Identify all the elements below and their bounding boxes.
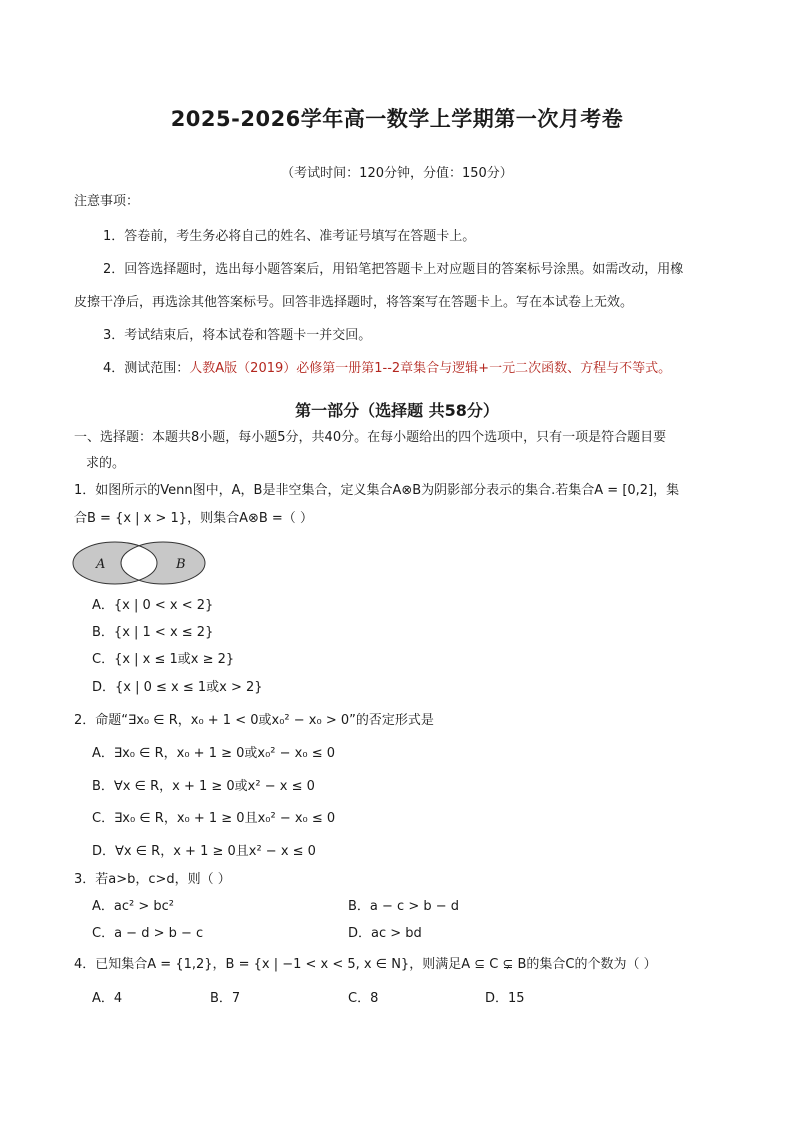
venn-diagram: [70, 539, 210, 587]
note-2-line1: 2．回答选择题时，选出每小题答案后，用铅笔把答题卡上对应题目的答案标号涂黑。如需改动，用橡: [103, 262, 684, 277]
note-2-line2: 皮擦干净后，再选涂其他答案标号。回答非选择题时，将答案写在答题卡上。写在本试卷上无效。: [74, 295, 634, 310]
q4-option-b: B．7: [210, 991, 241, 1006]
q3-option-c: C．a − d > b − c: [92, 926, 204, 941]
q3-option-a: A．ac² > bc²: [92, 899, 174, 914]
q3-stem: 3．若a>b，c>d，则（ ）: [74, 872, 231, 887]
venn-label-a: A: [96, 557, 106, 572]
q2-option-a: A．∃x₀ ∈ R，x₀ + 1 ≥ 0或x₀² − x₀ ≤ 0: [92, 746, 336, 761]
q4-stem: 4．已知集合A = {1,2}，B = {x | −1 < x < 5, x ∈ N}，则满足A ⊆ C ⊊ B的集合C的个数为（ ）: [74, 957, 657, 972]
q4-option-d: D．15: [485, 991, 525, 1006]
section-title: 第一部分（选择题 共58分）: [295, 401, 499, 420]
q2-option-d: D．∀x ∈ R，x + 1 ≥ 0且x² − x ≤ 0: [92, 844, 316, 859]
page-title: 2025-2026学年高一数学上学期第一次月考卷: [170, 107, 624, 131]
note-4: [103, 359, 671, 379]
q4-option-c: C．8: [348, 991, 379, 1006]
q1-option-c: C．{x | x ≤ 1或x ≥ 2}: [92, 652, 235, 667]
q1-stem-line1: 1．如图所示的Venn图中，A，B是非空集合，定义集合A⊗B为阴影部分表示的集合.若集合A = [0,2]，集: [74, 483, 680, 498]
q3-option-d: D．ac > bd: [348, 926, 422, 941]
notes-heading: 注意事项：: [74, 194, 140, 209]
q4-option-a: A．4: [92, 991, 123, 1006]
section-instructions-line2: 求的。: [86, 456, 126, 471]
note-4-prefix: 4．测试范围：: [103, 361, 190, 376]
note-1: 1．答卷前，考生务必将自己的姓名、准考证号填写在答题卡上。: [103, 229, 476, 244]
q1-stem-line2: 合B = {x | x > 1}，则集合A⊗B =（ ）: [74, 511, 313, 526]
note-4-range: 人教A版（2019）必修第一册第1--2章集合与逻辑+一元二次函数、方程与不等式。: [189, 361, 672, 376]
q1-option-a: A．{x | 0 < x < 2}: [92, 598, 214, 613]
q3-option-b: B．a − c > b − d: [348, 899, 460, 914]
note-3: 3．考试结束后，将本试卷和答题卡一并交回。: [103, 328, 372, 343]
section-instructions-line1: 一、选择题：本题共8小题，每小题5分，共40分。在每小题给出的四个选项中，只有一项是符合题目要: [74, 430, 667, 445]
venn-label-b: B: [176, 557, 186, 572]
q1-option-b: B．{x | 1 < x ≤ 2}: [92, 625, 214, 640]
q2-option-c: C．∃x₀ ∈ R，x₀ + 1 ≥ 0且x₀² − x₀ ≤ 0: [92, 811, 336, 826]
exam-info: （考试时间：120分钟，分值：150分）: [281, 166, 513, 181]
q2-stem: 2．命题“∃x₀ ∈ R，x₀ + 1 < 0或x₀² − x₀ > 0”的否定形式是: [74, 713, 434, 728]
q2-option-b: B．∀x ∈ R，x + 1 ≥ 0或x² − x ≤ 0: [92, 779, 315, 794]
q1-option-d: D．{x | 0 ≤ x ≤ 1或x > 2}: [92, 680, 263, 695]
